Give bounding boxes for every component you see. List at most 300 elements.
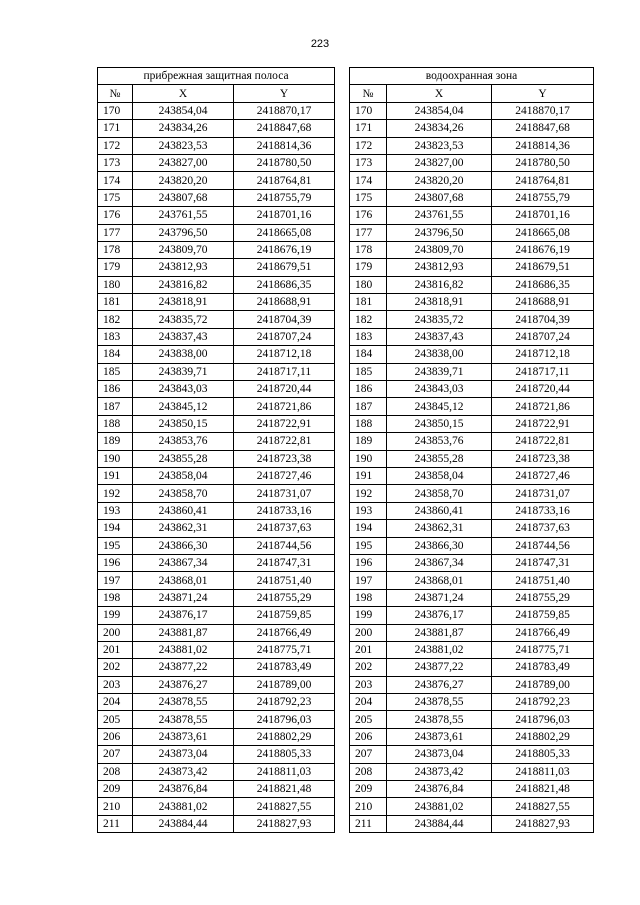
point-number-cell: 204 [350,694,387,711]
x-coordinate-cell: 243812,93 [387,259,492,276]
point-number-cell: 190 [98,450,133,467]
point-number-cell: 192 [98,485,133,502]
point-number-cell: 210 [98,798,133,815]
y-coordinate-cell: 2418870,17 [492,102,594,119]
x-coordinate-cell: 243881,87 [387,624,492,641]
table-title: водоохранная зона [350,68,594,85]
table-row [98,311,335,328]
x-coordinate-cell: 243843,03 [387,381,492,398]
y-coordinate-cell: 2418805,33 [492,746,594,763]
y-coordinate-cell: 2418755,29 [234,589,335,606]
y-coordinate-cell: 2418722,91 [234,415,335,432]
x-coordinate-cell: 243873,42 [387,763,492,780]
y-coordinate-cell: 2418802,29 [234,728,335,745]
x-coordinate-cell: 243871,24 [387,589,492,606]
table-row [98,120,335,137]
y-coordinate-cell: 2418789,00 [492,676,594,693]
x-coordinate-cell: 243862,31 [133,520,234,537]
table-row [98,415,335,432]
x-coordinate-cell: 243876,84 [387,781,492,798]
point-number-cell: 182 [350,311,387,328]
y-coordinate-cell: 2418722,91 [492,415,594,432]
x-coordinate-cell: 243818,91 [387,294,492,311]
x-coordinate-cell: 243854,04 [133,102,234,119]
x-coordinate-cell: 243823,53 [387,137,492,154]
x-coordinate-cell: 243876,17 [387,607,492,624]
x-coordinate-cell: 243877,22 [133,659,234,676]
x-coordinate-cell: 243867,34 [387,554,492,571]
y-coordinate-cell: 2418796,03 [234,711,335,728]
x-coordinate-cell: 243876,17 [133,607,234,624]
point-number-cell: 179 [98,259,133,276]
y-coordinate-cell: 2418827,55 [492,798,594,815]
table-title-row [350,68,594,85]
y-coordinate-cell: 2418717,11 [234,363,335,380]
x-coordinate-cell: 243807,68 [387,189,492,206]
y-coordinate-cell: 2418744,56 [492,537,594,554]
table-row [350,381,594,398]
table-row [98,694,335,711]
x-coordinate-cell: 243796,50 [133,224,234,241]
y-coordinate-cell: 2418792,23 [492,694,594,711]
y-coordinate-cell: 2418721,86 [234,398,335,415]
y-coordinate-cell: 2418789,00 [234,676,335,693]
table-row [98,467,335,484]
table-row [98,589,335,606]
point-number-cell: 209 [98,781,133,798]
point-number-cell: 203 [98,676,133,693]
x-coordinate-cell: 243834,26 [387,120,492,137]
point-number-cell: 199 [350,607,387,624]
table-row [350,276,594,293]
table-row [98,224,335,241]
y-coordinate-cell: 2418802,29 [492,728,594,745]
table-row [98,398,335,415]
x-coordinate-cell: 243839,71 [133,363,234,380]
point-number-cell: 198 [350,589,387,606]
table-row [350,728,594,745]
x-coordinate-cell: 243878,55 [133,711,234,728]
table-row [98,659,335,676]
page-number: 223 [310,38,330,50]
table-row [350,137,594,154]
table-row [98,381,335,398]
x-coordinate-cell: 243877,22 [387,659,492,676]
column-header-y: Y [234,85,335,102]
point-number-cell: 170 [350,102,387,119]
y-coordinate-cell: 2418717,11 [492,363,594,380]
y-coordinate-cell: 2418783,49 [234,659,335,676]
x-coordinate-cell: 243761,55 [133,207,234,224]
x-coordinate-cell: 243868,01 [133,572,234,589]
y-coordinate-cell: 2418775,71 [492,641,594,658]
x-coordinate-cell: 243881,87 [133,624,234,641]
x-coordinate-cell: 243881,02 [387,798,492,815]
y-coordinate-cell: 2418775,71 [234,641,335,658]
table-row [350,172,594,189]
point-number-cell: 183 [350,328,387,345]
table-row [98,502,335,519]
x-coordinate-cell: 243876,27 [133,676,234,693]
y-coordinate-cell: 2418707,24 [492,328,594,345]
x-coordinate-cell: 243845,12 [133,398,234,415]
y-coordinate-cell: 2418796,03 [492,711,594,728]
y-coordinate-cell: 2418755,29 [492,589,594,606]
point-number-cell: 185 [350,363,387,380]
y-coordinate-cell: 2418780,50 [234,154,335,171]
table-row [350,502,594,519]
point-number-cell: 176 [350,207,387,224]
y-coordinate-cell: 2418721,86 [492,398,594,415]
x-coordinate-cell: 243873,04 [387,746,492,763]
y-coordinate-cell: 2418722,81 [234,433,335,450]
point-number-cell: 186 [350,381,387,398]
point-number-cell: 175 [350,189,387,206]
y-coordinate-cell: 2418686,35 [234,276,335,293]
y-coordinate-cell: 2418821,48 [492,781,594,798]
x-coordinate-cell: 243827,00 [133,154,234,171]
point-number-cell: 208 [350,763,387,780]
point-number-cell: 194 [98,520,133,537]
x-coordinate-cell: 243866,30 [133,537,234,554]
column-header-x: X [387,85,492,102]
point-number-cell: 210 [350,798,387,815]
table-row [98,537,335,554]
table-row [350,798,594,815]
point-number-cell: 179 [350,259,387,276]
table-row [350,537,594,554]
table-row [350,415,594,432]
point-number-cell: 177 [350,224,387,241]
y-coordinate-cell: 2418704,39 [234,311,335,328]
x-coordinate-cell: 243843,03 [133,381,234,398]
point-number-cell: 184 [98,346,133,363]
x-coordinate-cell: 243837,43 [133,328,234,345]
point-number-cell: 191 [350,467,387,484]
table-row [98,241,335,258]
x-coordinate-cell: 243878,55 [133,694,234,711]
point-number-cell: 198 [98,589,133,606]
x-coordinate-cell: 243839,71 [387,363,492,380]
table-row [350,589,594,606]
y-coordinate-cell: 2418737,63 [492,520,594,537]
table-row [350,676,594,693]
y-coordinate-cell: 2418679,51 [234,259,335,276]
table-row [350,398,594,415]
point-number-cell: 175 [98,189,133,206]
x-coordinate-cell: 243873,61 [133,728,234,745]
point-number-cell: 176 [98,207,133,224]
table-row [98,676,335,693]
table-title: прибрежная защитная полоса [98,68,335,85]
table-row [98,276,335,293]
x-coordinate-cell: 243838,00 [133,346,234,363]
x-coordinate-cell: 243835,72 [387,311,492,328]
water-protection-zone-table [349,67,594,833]
y-coordinate-cell: 2418688,91 [234,294,335,311]
y-coordinate-cell: 2418811,03 [234,763,335,780]
point-number-cell: 208 [98,763,133,780]
x-coordinate-cell: 243838,00 [387,346,492,363]
table-row [350,363,594,380]
table-row [98,363,335,380]
table-row [350,433,594,450]
x-coordinate-cell: 243820,20 [133,172,234,189]
point-number-cell: 197 [350,572,387,589]
x-coordinate-cell: 243855,28 [387,450,492,467]
table-row [350,815,594,832]
x-coordinate-cell: 243881,02 [387,641,492,658]
y-coordinate-cell: 2418665,08 [234,224,335,241]
y-coordinate-cell: 2418688,91 [492,294,594,311]
table-row [350,781,594,798]
point-number-cell: 186 [98,381,133,398]
table-row [350,607,594,624]
column-header-x: X [133,85,234,102]
table-row [98,450,335,467]
y-coordinate-cell: 2418679,51 [492,259,594,276]
y-coordinate-cell: 2418811,03 [492,763,594,780]
x-coordinate-cell: 243867,34 [133,554,234,571]
y-coordinate-cell: 2418764,81 [492,172,594,189]
table-row [98,172,335,189]
y-coordinate-cell: 2418737,63 [234,520,335,537]
table-row [98,798,335,815]
x-coordinate-cell: 243761,55 [387,207,492,224]
table-row [98,781,335,798]
y-coordinate-cell: 2418755,79 [234,189,335,206]
column-header-y: Y [492,85,594,102]
y-coordinate-cell: 2418792,23 [234,694,335,711]
table-row [350,450,594,467]
point-number-cell: 174 [98,172,133,189]
x-coordinate-cell: 243809,70 [387,241,492,258]
y-coordinate-cell: 2418755,79 [492,189,594,206]
y-coordinate-cell: 2418731,07 [492,485,594,502]
y-coordinate-cell: 2418827,93 [492,815,594,832]
table-row [98,815,335,832]
y-coordinate-cell: 2418733,16 [492,502,594,519]
x-coordinate-cell: 243881,02 [133,798,234,815]
y-coordinate-cell: 2418686,35 [492,276,594,293]
table-row [98,711,335,728]
table-row [350,207,594,224]
point-number-cell: 201 [98,641,133,658]
point-number-cell: 204 [98,694,133,711]
y-coordinate-cell: 2418712,18 [492,346,594,363]
point-number-cell: 184 [350,346,387,363]
table-row [350,346,594,363]
y-coordinate-cell: 2418783,49 [492,659,594,676]
table-header-row [98,85,335,102]
x-coordinate-cell: 243884,44 [387,815,492,832]
x-coordinate-cell: 243866,30 [387,537,492,554]
point-number-cell: 200 [350,624,387,641]
point-number-cell: 196 [350,554,387,571]
y-coordinate-cell: 2418814,36 [492,137,594,154]
point-number-cell: 181 [350,294,387,311]
table-row [350,572,594,589]
y-coordinate-cell: 2418665,08 [492,224,594,241]
x-coordinate-cell: 243858,70 [387,485,492,502]
y-coordinate-cell: 2418751,40 [234,572,335,589]
y-coordinate-cell: 2418780,50 [492,154,594,171]
y-coordinate-cell: 2418701,16 [492,207,594,224]
y-coordinate-cell: 2418707,24 [234,328,335,345]
table-row [98,520,335,537]
x-coordinate-cell: 243835,72 [133,311,234,328]
point-number-cell: 194 [350,520,387,537]
point-number-cell: 190 [350,450,387,467]
y-coordinate-cell: 2418805,33 [234,746,335,763]
x-coordinate-cell: 243853,76 [133,433,234,450]
point-number-cell: 188 [98,415,133,432]
table-header-row [350,85,594,102]
x-coordinate-cell: 243816,82 [387,276,492,293]
point-number-cell: 172 [98,137,133,154]
point-number-cell: 199 [98,607,133,624]
point-number-cell: 173 [98,154,133,171]
point-number-cell: 206 [350,728,387,745]
x-coordinate-cell: 243850,15 [387,415,492,432]
table-row [350,746,594,763]
table-row [98,259,335,276]
point-number-cell: 203 [350,676,387,693]
x-coordinate-cell: 243878,55 [387,694,492,711]
y-coordinate-cell: 2418720,44 [492,381,594,398]
x-coordinate-cell: 243873,42 [133,763,234,780]
y-coordinate-cell: 2418759,85 [234,607,335,624]
y-coordinate-cell: 2418733,16 [234,502,335,519]
point-number-cell: 189 [350,433,387,450]
table-row [350,467,594,484]
table-row [350,294,594,311]
y-coordinate-cell: 2418712,18 [234,346,335,363]
y-coordinate-cell: 2418723,38 [234,450,335,467]
x-coordinate-cell: 243881,02 [133,641,234,658]
y-coordinate-cell: 2418727,46 [492,467,594,484]
y-coordinate-cell: 2418731,07 [234,485,335,502]
x-coordinate-cell: 243868,01 [387,572,492,589]
table-row [98,102,335,119]
table-row [350,485,594,502]
x-coordinate-cell: 243862,31 [387,520,492,537]
x-coordinate-cell: 243854,04 [387,102,492,119]
table-row [350,520,594,537]
point-number-cell: 205 [350,711,387,728]
x-coordinate-cell: 243860,41 [133,502,234,519]
table-row [350,224,594,241]
x-coordinate-cell: 243858,70 [133,485,234,502]
column-header-number: № [98,85,133,102]
point-number-cell: 211 [98,815,133,832]
table-row [350,711,594,728]
table-row [98,572,335,589]
table-row [98,728,335,745]
table-row [98,624,335,641]
point-number-cell: 195 [350,537,387,554]
y-coordinate-cell: 2418766,49 [492,624,594,641]
table-row [98,294,335,311]
point-number-cell: 173 [350,154,387,171]
point-number-cell: 197 [98,572,133,589]
point-number-cell: 200 [98,624,133,641]
x-coordinate-cell: 243873,04 [133,746,234,763]
table-row [98,207,335,224]
y-coordinate-cell: 2418764,81 [234,172,335,189]
table-row [350,241,594,258]
point-number-cell: 188 [350,415,387,432]
x-coordinate-cell: 243855,28 [133,450,234,467]
point-number-cell: 187 [350,398,387,415]
x-coordinate-cell: 243853,76 [387,433,492,450]
y-coordinate-cell: 2418744,56 [234,537,335,554]
table-row [350,694,594,711]
point-number-cell: 211 [350,815,387,832]
y-coordinate-cell: 2418847,68 [492,120,594,137]
table-row [98,346,335,363]
x-coordinate-cell: 243884,44 [133,815,234,832]
x-coordinate-cell: 243823,53 [133,137,234,154]
point-number-cell: 178 [350,241,387,258]
y-coordinate-cell: 2418704,39 [492,311,594,328]
x-coordinate-cell: 243873,61 [387,728,492,745]
table-row [98,607,335,624]
point-number-cell: 172 [350,137,387,154]
table-row [98,328,335,345]
x-coordinate-cell: 243871,24 [133,589,234,606]
column-header-number: № [350,85,387,102]
y-coordinate-cell: 2418759,85 [492,607,594,624]
point-number-cell: 202 [350,659,387,676]
x-coordinate-cell: 243809,70 [133,241,234,258]
x-coordinate-cell: 243818,91 [133,294,234,311]
x-coordinate-cell: 243827,00 [387,154,492,171]
point-number-cell: 183 [98,328,133,345]
x-coordinate-cell: 243858,04 [133,467,234,484]
x-coordinate-cell: 243876,84 [133,781,234,798]
table-row [350,328,594,345]
table-row [350,554,594,571]
x-coordinate-cell: 243807,68 [133,189,234,206]
table-row [350,763,594,780]
x-coordinate-cell: 243850,15 [133,415,234,432]
y-coordinate-cell: 2418701,16 [234,207,335,224]
point-number-cell: 187 [98,398,133,415]
point-number-cell: 207 [98,746,133,763]
x-coordinate-cell: 243878,55 [387,711,492,728]
point-number-cell: 192 [350,485,387,502]
point-number-cell: 206 [98,728,133,745]
y-coordinate-cell: 2418870,17 [234,102,335,119]
point-number-cell: 205 [98,711,133,728]
coastal-protection-strip-table [97,67,335,833]
point-number-cell: 209 [350,781,387,798]
x-coordinate-cell: 243837,43 [387,328,492,345]
point-number-cell: 171 [98,120,133,137]
point-number-cell: 171 [350,120,387,137]
table-row [350,102,594,119]
x-coordinate-cell: 243796,50 [387,224,492,241]
table-row [98,746,335,763]
y-coordinate-cell: 2418847,68 [234,120,335,137]
table-row [98,189,335,206]
table-row [350,659,594,676]
table-row [350,154,594,171]
y-coordinate-cell: 2418747,31 [492,554,594,571]
x-coordinate-cell: 243812,93 [133,259,234,276]
point-number-cell: 185 [98,363,133,380]
